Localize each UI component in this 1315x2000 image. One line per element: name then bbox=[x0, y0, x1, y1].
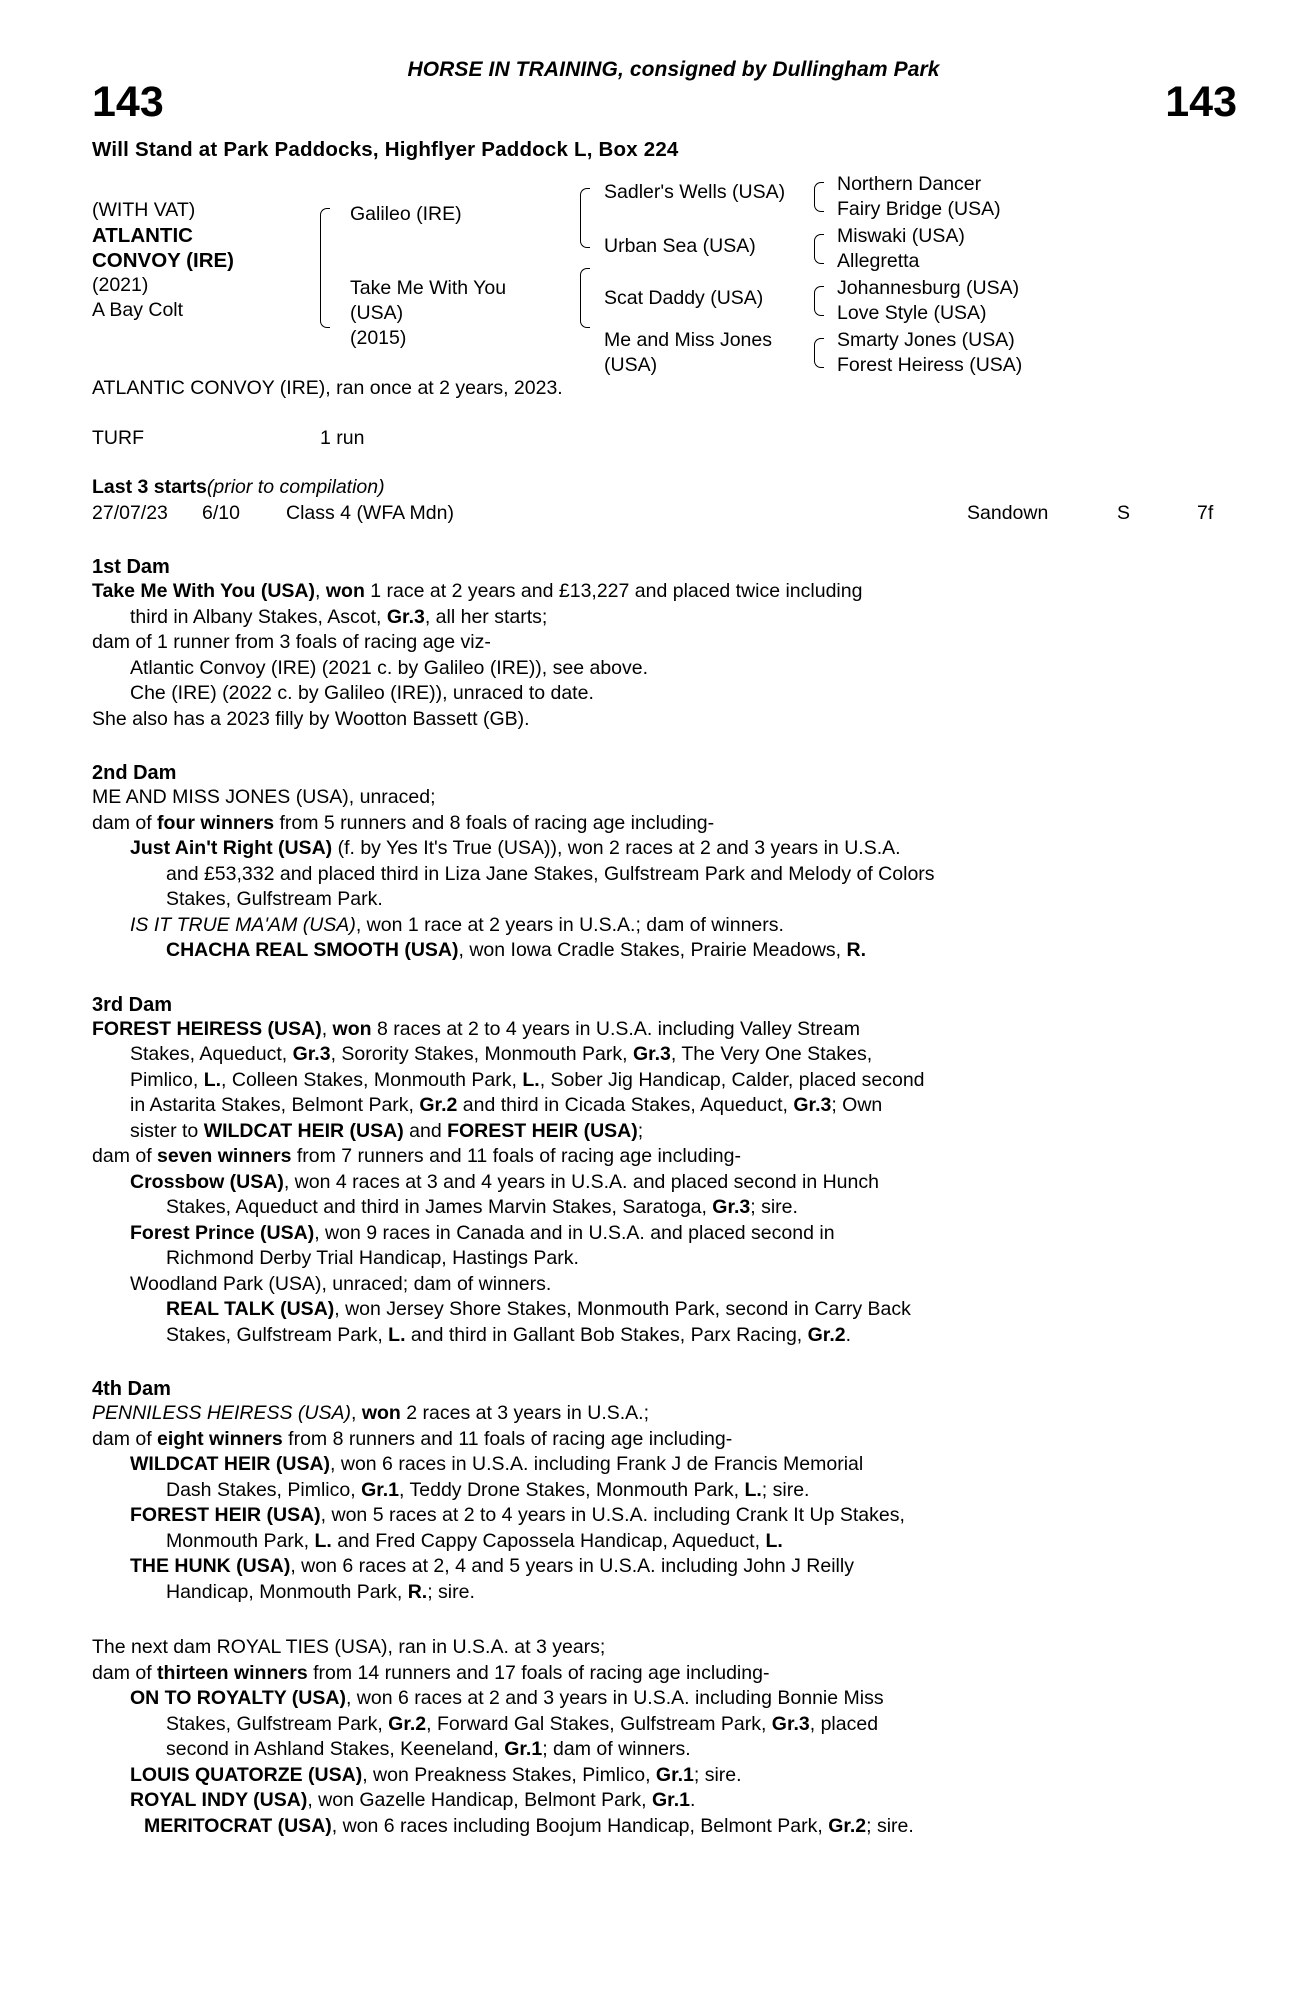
lot-number-right: 143 bbox=[1165, 78, 1237, 126]
text-run: sister to bbox=[130, 1119, 204, 1142]
emphasis-bold: ROYAL INDY (USA) bbox=[130, 1789, 308, 1811]
pedigree-text-line bbox=[92, 1529, 1237, 1555]
emphasis-bold: seven winners bbox=[157, 1145, 292, 1167]
subject-column bbox=[92, 198, 312, 323]
text-run: Stakes, Aqueduct and third in James Marvin Stakes, Saratoga, bbox=[166, 1196, 713, 1218]
emphasis-bold: Gr.2 bbox=[828, 1814, 867, 1837]
start-row bbox=[92, 501, 1237, 527]
pedigree-text-line bbox=[92, 1712, 1237, 1738]
lot-number-row bbox=[92, 78, 1237, 132]
text-run: and bbox=[403, 1119, 448, 1142]
emphasis-bold: Crossbow (USA) bbox=[130, 1170, 284, 1193]
text-run: ; sire. bbox=[750, 1196, 798, 1218]
vat-note: (WITH VAT) bbox=[92, 199, 196, 221]
start-date: 27/07/23 bbox=[92, 501, 168, 524]
text-run: , The Very One Stakes, bbox=[670, 1043, 873, 1065]
pedigree-text-line bbox=[92, 1272, 1237, 1298]
emphasis-bold: L. bbox=[744, 1478, 762, 1501]
emphasis-bold: WILDCAT HEIR (USA) bbox=[130, 1453, 331, 1475]
emphasis-bold: FOREST HEIR (USA) bbox=[447, 1119, 638, 1142]
text-run: ; sire. bbox=[761, 1478, 810, 1501]
text-run: third in Albany Stakes, Ascot, bbox=[130, 605, 387, 628]
start-race-class: Class 4 (WFA Mdn) bbox=[286, 501, 454, 524]
emphasis-bold: thirteen winners bbox=[157, 1661, 308, 1684]
emphasis-bold: REAL TALK (USA) bbox=[166, 1298, 335, 1320]
text-run: , Forward Gal Stakes, Gulfstream Park, bbox=[426, 1712, 772, 1735]
text-run: second in Ashland Stakes, Keeneland, bbox=[166, 1738, 505, 1760]
text-run: dam of bbox=[92, 811, 158, 834]
emphasis-bold: Gr.3 bbox=[771, 1712, 810, 1735]
pedigree-text-line bbox=[92, 630, 1237, 656]
text-run: Handicap, Monmouth Park, bbox=[166, 1580, 408, 1603]
text-run: , placed bbox=[809, 1712, 879, 1735]
turf-label: TURF bbox=[92, 426, 144, 449]
emphasis-bold: won bbox=[325, 580, 365, 602]
text-run: from 8 runners and 11 foals of racing age including- bbox=[282, 1427, 733, 1450]
pedigree-text-line bbox=[92, 1323, 1237, 1349]
text-run: ; bbox=[637, 1119, 644, 1142]
text-run: ; Own bbox=[831, 1094, 883, 1116]
text-run: , won Iowa Cradle Stakes, Prairie Meadows, bbox=[458, 939, 847, 961]
text-run: Stakes, Gulfstream Park, bbox=[166, 1323, 389, 1346]
horse-name-line2: CONVOY (IRE) bbox=[92, 249, 234, 272]
emphasis-bold: L. bbox=[765, 1529, 783, 1552]
text-run: and third in Gallant Bob Stakes, Parx Racing, bbox=[405, 1323, 808, 1346]
emphasis-bold: Gr.1 bbox=[504, 1738, 543, 1760]
dam-name-line2: (USA) bbox=[350, 302, 404, 324]
emphasis-bold: eight winners bbox=[157, 1427, 283, 1450]
pedigree-text-line bbox=[92, 681, 1237, 707]
text-run: , bbox=[350, 1402, 362, 1424]
text-run: , won 6 races in U.S.A. including Frank J de Francis Memorial bbox=[330, 1453, 864, 1475]
text-run: 8 races at 2 to 4 years in U.S.A. including Valley Stream bbox=[371, 1017, 860, 1040]
emphasis-bold: Gr.1 bbox=[655, 1763, 694, 1786]
text-run: and £53,332 and placed third in Liza Jane Stakes, Gulfstream Park and Melody of Colors bbox=[166, 862, 935, 885]
text-run: , Sorority Stakes, Monmouth Park, bbox=[330, 1043, 633, 1065]
emphasis-bold: won bbox=[361, 1402, 401, 1424]
emphasis-bold: L. bbox=[522, 1068, 540, 1091]
emphasis-bold: Gr.1 bbox=[652, 1789, 690, 1811]
text-run: , won 9 races in Canada and in U.S.A. and placed second in bbox=[314, 1221, 835, 1244]
gg-6: Love Style (USA) bbox=[837, 302, 987, 324]
pedigree-text-line bbox=[92, 1580, 1237, 1606]
text-run: , Sober Jig Handicap, Calder, placed second bbox=[539, 1068, 925, 1091]
pedigree-text-line bbox=[92, 1170, 1237, 1196]
pedigree-text-line bbox=[92, 785, 1237, 811]
emphasis-bold: THE HUNK (USA) bbox=[130, 1555, 291, 1577]
pedigree-text-line bbox=[92, 1554, 1237, 1580]
text-run: dam of bbox=[92, 1145, 158, 1167]
emphasis-italic: PENNILESS HEIRESS (USA) bbox=[92, 1402, 351, 1424]
text-run: from 14 runners and 17 foals of racing age including- bbox=[307, 1661, 770, 1684]
emphasis-bold: R. bbox=[846, 939, 867, 961]
dam-heading: 2nd Dam bbox=[92, 762, 177, 784]
text-run: Stakes, Gulfstream Park, bbox=[166, 1712, 389, 1735]
pedigree-text-line bbox=[92, 913, 1237, 939]
gg-4: Allegretta bbox=[837, 250, 920, 272]
text-run: dam of bbox=[92, 1661, 158, 1684]
pedigree-text-line bbox=[92, 887, 1237, 913]
text-run: , won 6 races at 2 and 3 years in U.S.A. including Bonnie Miss bbox=[345, 1687, 884, 1709]
sire-dam: Urban Sea (USA) bbox=[604, 235, 756, 257]
text-run: , won 1 race at 2 years in U.S.A.; dam of winners. bbox=[355, 913, 784, 936]
dam-heading: 1st Dam bbox=[92, 556, 170, 578]
text-run: , won 4 races at 3 and 4 years in U.S.A. and placed second in Hunch bbox=[283, 1170, 879, 1193]
emphasis-bold: Gr.2 bbox=[807, 1323, 846, 1346]
pedigree-text-line bbox=[92, 862, 1237, 888]
text-run: , Teddy Drone Stakes, Monmouth Park, bbox=[399, 1478, 745, 1501]
start-distance: 7f bbox=[1197, 501, 1214, 524]
emphasis-bold: Gr.3 bbox=[712, 1196, 751, 1218]
horse-name-line1: ATLANTIC bbox=[92, 224, 193, 247]
consignment-header: HORSE IN TRAINING, consigned by Dullingham Park bbox=[407, 58, 940, 81]
emphasis-bold: L. bbox=[388, 1323, 406, 1346]
text-run: and third in Cicada Stakes, Aqueduct, bbox=[457, 1094, 794, 1116]
dam-sire: Scat Daddy (USA) bbox=[604, 287, 764, 309]
emphasis-bold: Gr.2 bbox=[388, 1712, 427, 1735]
gg-1: Northern Dancer bbox=[837, 173, 982, 195]
text-run: ; dam of winners. bbox=[542, 1738, 691, 1760]
last-3-starts-heading bbox=[92, 475, 1237, 501]
emphasis-bold: ON TO ROYALTY (USA) bbox=[130, 1687, 346, 1709]
stand-location: Will Stand at Park Paddocks, Highflyer Paddock L, Box 224 bbox=[92, 138, 679, 161]
emphasis-bold: LOUIS QUATORZE (USA) bbox=[130, 1763, 363, 1786]
text-run: ; sire. bbox=[427, 1580, 475, 1603]
text-run: . bbox=[689, 1789, 696, 1811]
brace-gp4 bbox=[814, 338, 824, 368]
pedigree-text-line bbox=[92, 1763, 1237, 1789]
pedigree-text-line bbox=[92, 1068, 1237, 1094]
text-run: ; sire. bbox=[693, 1763, 742, 1786]
pedigree-text-line bbox=[92, 1401, 1237, 1427]
text-run: Stakes, Gulfstream Park. bbox=[166, 888, 383, 910]
start-course: Sandown bbox=[967, 501, 1049, 524]
pedigree-text-line bbox=[92, 836, 1237, 862]
text-run: , bbox=[315, 580, 326, 602]
brace-gp3 bbox=[814, 286, 824, 316]
pedigree-text-line bbox=[92, 1221, 1237, 1247]
text-run: Monmouth Park, bbox=[166, 1529, 315, 1552]
text-run: , all her starts; bbox=[424, 605, 548, 628]
brace-sire bbox=[580, 188, 590, 248]
pedigree-text-line bbox=[92, 1478, 1237, 1504]
text-run: , won Gazelle Handicap, Belmont Park, bbox=[307, 1789, 653, 1811]
text-run: in Astarita Stakes, Belmont Park, bbox=[130, 1094, 420, 1116]
text-run: from 7 runners and 11 foals of racing age including- bbox=[291, 1145, 741, 1167]
emphasis-bold: L. bbox=[314, 1529, 332, 1552]
lot-number-left: 143 bbox=[92, 78, 164, 126]
emphasis-bold: Gr.3 bbox=[793, 1094, 832, 1116]
pedigree-text-line bbox=[92, 1686, 1237, 1712]
brace-gp1 bbox=[814, 182, 824, 212]
dam-name-line1: Take Me With You bbox=[350, 277, 507, 299]
pedigree-text-line bbox=[92, 1195, 1237, 1221]
foaling-year: (2021) bbox=[92, 274, 149, 296]
dam-heading: 4th Dam bbox=[92, 1378, 171, 1400]
dam-year: (2015) bbox=[350, 327, 407, 349]
text-run: ; sire. bbox=[866, 1814, 914, 1837]
emphasis-bold: WILDCAT HEIR (USA) bbox=[203, 1119, 404, 1142]
emphasis-bold: Gr.3 bbox=[632, 1043, 671, 1065]
text-run: Dash Stakes, Pimlico, bbox=[166, 1478, 362, 1501]
pedigree-text-line bbox=[92, 1017, 1237, 1043]
text-run: . bbox=[845, 1323, 852, 1346]
last-3-starts-note: (prior to compilation) bbox=[206, 476, 385, 498]
pedigree-text-line bbox=[92, 1246, 1237, 1272]
text-run: Woodland Park (USA), unraced; dam of winners. bbox=[130, 1272, 552, 1295]
pedigree-text-line bbox=[92, 1042, 1237, 1068]
text-run: dam of 1 runner from 3 foals of racing age viz- bbox=[92, 631, 491, 653]
emphasis-bold: Gr.2 bbox=[419, 1094, 458, 1116]
pedigree-text-line bbox=[92, 811, 1237, 837]
emphasis-bold: L. bbox=[203, 1068, 222, 1091]
text-run: Richmond Derby Trial Handicap, Hastings Park. bbox=[166, 1247, 579, 1269]
text-run: 1 race at 2 years and £13,227 and placed twice including bbox=[364, 580, 863, 602]
dam-heading: 3rd Dam bbox=[92, 993, 173, 1016]
dam-sections bbox=[92, 526, 1237, 1839]
pedigree-text-line bbox=[92, 938, 1237, 964]
text-run: , won 6 races at 2, 4 and 5 years in U.S.A. including John J Reilly bbox=[290, 1555, 854, 1577]
dam-dam-line1: Me and Miss Jones bbox=[604, 329, 772, 351]
pedigree-text-line bbox=[92, 1297, 1237, 1323]
pedigree-text-line bbox=[92, 656, 1237, 682]
sire-name: Galileo (IRE) bbox=[350, 203, 462, 225]
emphasis-bold: Take Me With You (USA) bbox=[92, 580, 316, 602]
brace-gp2 bbox=[814, 234, 824, 264]
pedigree-text-line bbox=[92, 1814, 1237, 1840]
text-run: from 5 runners and 8 foals of racing age including- bbox=[274, 811, 715, 834]
pedigree-text-line bbox=[92, 1144, 1237, 1170]
dam-dam-line2: (USA) bbox=[604, 354, 658, 376]
text-run: ME AND MISS JONES (USA), unraced; bbox=[92, 786, 436, 808]
emphasis-bold: CHACHA REAL SMOOTH (USA) bbox=[166, 939, 459, 961]
emphasis-bold: R. bbox=[407, 1580, 428, 1603]
gg-7: Smarty Jones (USA) bbox=[837, 329, 1015, 351]
pedigree-text-line bbox=[92, 1452, 1237, 1478]
emphasis-bold: Gr.3 bbox=[292, 1043, 331, 1065]
text-run: She also has a 2023 filly by Wootton Bassett (GB). bbox=[92, 707, 530, 730]
pedigree-text-line bbox=[92, 1427, 1237, 1453]
pedigree-text-line bbox=[92, 1119, 1237, 1145]
text-run: (f. by Yes It's True (USA)), won 2 races at 2 and 3 years in U.S.A. bbox=[332, 837, 901, 859]
text-run: , won Jersey Shore Stakes, Monmouth Park, second in Carry Back bbox=[334, 1298, 911, 1320]
text-run: Pimlico, bbox=[130, 1068, 204, 1091]
brace-subject bbox=[320, 208, 330, 328]
emphasis-bold: Gr.1 bbox=[361, 1478, 400, 1501]
emphasis-bold: won bbox=[332, 1017, 372, 1040]
emphasis-bold: Gr.3 bbox=[386, 605, 425, 628]
brace-dam bbox=[580, 268, 590, 328]
text-run: , won 5 races at 2 to 4 years in U.S.A. including Crank It Up Stakes, bbox=[320, 1504, 905, 1526]
pedigree-text-line bbox=[92, 1093, 1237, 1119]
text-run: Atlantic Convoy (IRE) (2021 c. by Galileo (IRE)), see above. bbox=[130, 656, 649, 679]
pedigree-text-line bbox=[92, 1788, 1237, 1814]
pedigree-text-line bbox=[92, 1635, 1237, 1661]
emphasis-italic: IS IT TRUE MA'AM (USA) bbox=[130, 913, 356, 936]
emphasis-bold: FOREST HEIRESS (USA) bbox=[92, 1017, 322, 1040]
text-run: and Fred Cappy Capossela Handicap, Aqueduct, bbox=[331, 1529, 766, 1552]
emphasis-bold: four winners bbox=[157, 811, 275, 834]
race-summary: ATLANTIC CONVOY (IRE), ran once at 2 years, 2023. bbox=[92, 377, 563, 399]
text-run: The next dam ROYAL TIES (USA), ran in U.S.A. at 3 years; bbox=[92, 1636, 606, 1658]
emphasis-bold: Just Ain't Right (USA) bbox=[130, 837, 333, 859]
emphasis-bold: Forest Prince (USA) bbox=[130, 1221, 315, 1244]
emphasis-bold: FOREST HEIR (USA) bbox=[130, 1504, 321, 1526]
gg-5: Johannesburg (USA) bbox=[837, 277, 1020, 299]
text-run: Che (IRE) (2022 c. by Galileo (IRE)), unraced to date. bbox=[130, 682, 594, 704]
emphasis-bold: MERITOCRAT (USA) bbox=[144, 1814, 332, 1837]
text-run: Stakes, Aqueduct, bbox=[130, 1043, 293, 1065]
horse-colour-sex: A Bay Colt bbox=[92, 299, 184, 321]
text-run: , Colleen Stakes, Monmouth Park, bbox=[221, 1068, 523, 1091]
pedigree-text-line bbox=[92, 579, 1237, 605]
text-run: , won Preakness Stakes, Pimlico, bbox=[362, 1763, 656, 1786]
pedigree-text-line bbox=[92, 1737, 1237, 1763]
pedigree-text-line bbox=[92, 1661, 1237, 1687]
pedigree-text-line bbox=[92, 1503, 1237, 1529]
gg-8: Forest Heiress (USA) bbox=[837, 354, 1023, 376]
text-run: , won 6 races including Boojum Handicap, Belmont Park, bbox=[331, 1814, 829, 1837]
start-position: 6/10 bbox=[202, 501, 240, 524]
gg-2: Fairy Bridge (USA) bbox=[837, 198, 1001, 220]
start-going: S bbox=[1117, 501, 1131, 524]
turf-runs: 1 run bbox=[320, 426, 365, 449]
gg-3: Miswaki (USA) bbox=[837, 225, 965, 247]
text-run: , bbox=[321, 1017, 333, 1040]
text-run: dam of bbox=[92, 1427, 158, 1450]
last-3-starts-title: Last 3 starts bbox=[92, 476, 207, 498]
turf-record bbox=[92, 426, 1237, 452]
pedigree-text-line bbox=[92, 707, 1237, 733]
pedigree-text-line bbox=[92, 605, 1237, 631]
sire-sire: Sadler's Wells (USA) bbox=[604, 181, 786, 203]
text-run: 2 races at 3 years in U.S.A.; bbox=[400, 1402, 650, 1424]
pedigree-diagram bbox=[92, 173, 1237, 376]
